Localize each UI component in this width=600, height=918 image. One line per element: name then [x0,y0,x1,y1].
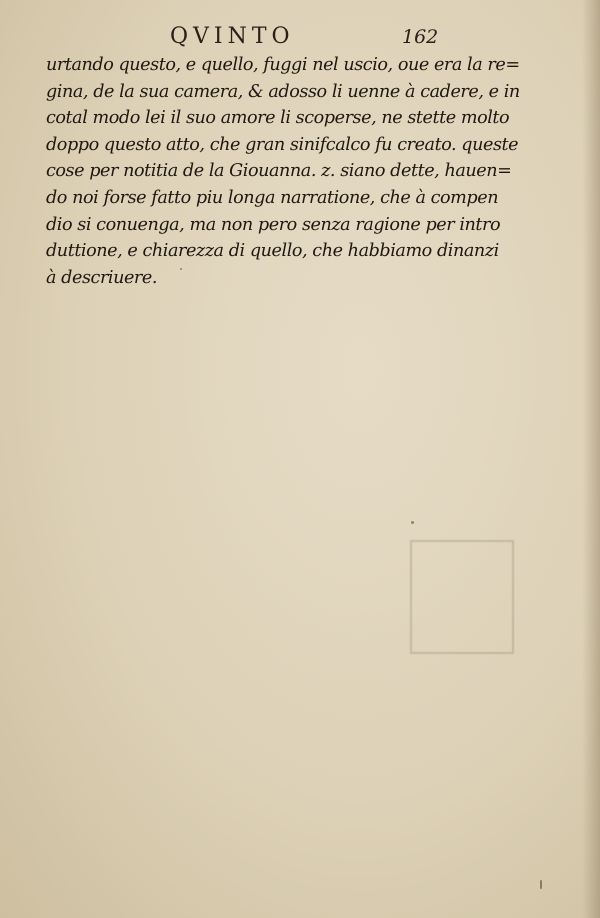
page-number: 162 [402,26,439,48]
text-line: gina, de la sua camera, & adosso li uenne à cadere, e in [46,81,520,102]
text-line: dio si conuenga, ma non pero senza ragione per intro [46,214,501,235]
show-through-text [30,255,550,815]
body-text [46,52,520,291]
paper-speck [540,880,542,889]
text-line: à descriuere. [46,267,157,288]
running-title: QVINTO [170,24,295,49]
text-line: duttione, e chiarezza di quello, che habbiamo dinanzi [46,241,499,262]
text-line: cotal modo lei il suo amore li scoperse, ne stette molto [46,108,510,129]
show-through-initial-box [410,540,514,654]
running-head [0,24,600,54]
text-line: urtando questo, e quello, fuggi nel uscio, oue era la re= [46,55,520,75]
text-line: do noi forse fatto piu longa narratione, che à compen [46,187,499,208]
text-line: cose per notitia de la Giouanna. z. siano dette, hauen= [46,161,512,182]
page-edge-shadow [582,0,600,918]
paper-speck [180,268,182,270]
paper-speck [411,521,414,524]
text-line: doppo questo atto, che gran sinifcalco fu creato. queste [46,134,519,155]
